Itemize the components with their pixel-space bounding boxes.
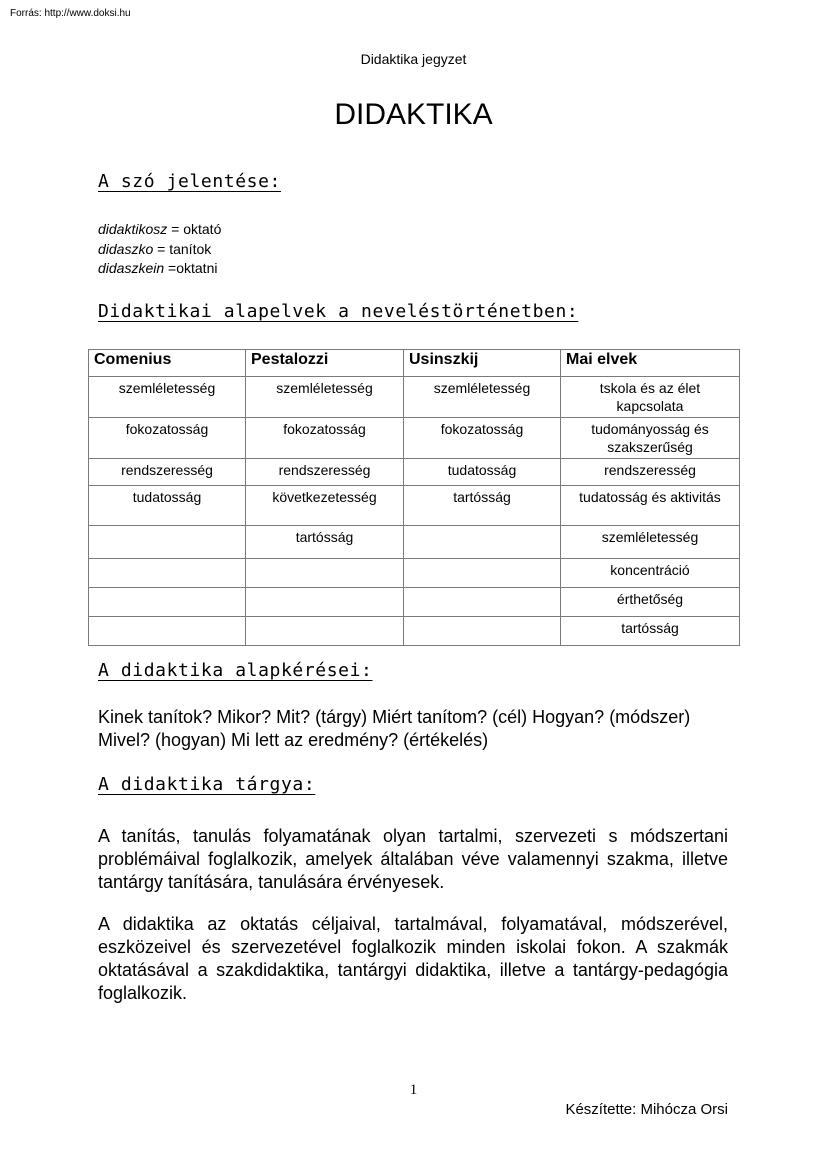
- table-cell: rendszeresség: [246, 459, 404, 486]
- table-cell: tartósság: [561, 617, 740, 646]
- table-cell: [246, 617, 404, 646]
- term-word: didaszko: [98, 240, 154, 257]
- column-header-usinszkij: Usinszkij: [404, 350, 561, 377]
- term-item: [98, 259, 221, 279]
- table-cell: [89, 617, 246, 646]
- basic-questions-text: Kinek tanítok? Mikor? Mit? (tárgy) Miért tanítom? (cél) Hogyan? (módszer) Mivel? (hogyan) Mi lett az eredmény? (értékelés): [98, 707, 691, 750]
- table-cell: fokozatosság: [246, 418, 404, 459]
- term-item: [98, 220, 221, 240]
- table-cell: fokozatosság: [404, 418, 561, 459]
- table-row: [89, 526, 740, 559]
- document-title: DIDAKTIKA: [334, 98, 493, 131]
- table-cell: következetesség: [246, 486, 404, 526]
- term-word: didaktikosz: [98, 221, 168, 237]
- column-header-comenius: Comenius: [89, 350, 246, 377]
- table-row: [89, 559, 740, 588]
- table-cell: koncentráció: [561, 559, 740, 588]
- table-cell: szemléletesség: [89, 377, 246, 418]
- running-header: Didaktika jegyzet: [360, 51, 467, 67]
- table-row: [89, 486, 740, 526]
- table-cell: tudományosság és szakszerűség: [561, 418, 740, 459]
- term-meaning: = tanítok: [153, 240, 212, 257]
- term-item: [98, 240, 221, 260]
- column-header-pestalozzi: Pestalozzi: [246, 350, 404, 377]
- table-cell: érthetőség: [561, 588, 740, 617]
- table-cell: fokozatosság: [89, 418, 246, 459]
- table-cell: [246, 588, 404, 617]
- table-header-row: [89, 350, 740, 377]
- term-meaning: =oktatni: [164, 260, 218, 276]
- table-cell: szemléletesség: [561, 526, 740, 559]
- table-cell: [246, 559, 404, 588]
- section-heading-subject: A didaktika tárgya:: [98, 774, 316, 795]
- table-cell: tudatosság: [89, 486, 246, 526]
- table-cell: szemléletesség: [404, 377, 561, 418]
- table-cell: [404, 617, 561, 646]
- table-row: [89, 459, 740, 486]
- table-row: [89, 418, 740, 459]
- principles-table: [88, 349, 740, 646]
- source-note: Forrás: http://www.doksi.hu: [10, 8, 131, 19]
- term-list: [98, 220, 221, 279]
- term-meaning: = oktató: [167, 221, 222, 237]
- section-heading-basic-questions: A didaktika alapkérései:: [98, 660, 373, 681]
- page-number: 1: [409, 1082, 418, 1098]
- table-cell: tartósság: [404, 486, 561, 526]
- table-cell: tskola és az élet kapcsolata: [561, 377, 740, 418]
- table-cell: tudatosság: [404, 459, 561, 486]
- table-cell: [89, 526, 246, 559]
- table-cell: [89, 559, 246, 588]
- section-heading-word-meaning: A szó jelentése:: [98, 171, 281, 192]
- table-row: [89, 617, 740, 646]
- author-credit: Készítette: Mihócza Orsi: [565, 1101, 728, 1118]
- table-cell: [404, 526, 561, 559]
- table-row: [89, 377, 740, 418]
- subject-paragraph-2: A didaktika az oktatás céljaival, tartalmával, folyamatával, módszerével, eszközeivel és szervezetével foglalkozik minden iskolai fokon. A szakmák oktatásával a szakdidaktika, tantárgyi didaktika, illetve a tantárgy-pedagógia foglalkozik.: [98, 914, 728, 1003]
- section-heading-principles: Didaktikai alapelvek a neveléstörténetben:: [98, 301, 579, 322]
- table-cell: [404, 588, 561, 617]
- term-word: didaszkein: [98, 260, 165, 276]
- table-cell: [404, 559, 561, 588]
- table-cell: rendszeresség: [89, 459, 246, 486]
- table-cell: szemléletesség: [246, 377, 404, 418]
- table-row: [89, 588, 740, 617]
- table-cell: rendszeresség: [561, 459, 740, 486]
- column-header-mai-elvek: Mai elvek: [561, 350, 740, 377]
- table-cell: [89, 588, 246, 617]
- subject-paragraph-1: A tanítás, tanulás folyamatának olyan tartalmi, szervezeti s módszertani problémáival foglalkozik, amelyek általában véve valamennyi szakma, illetve tantárgy tanítására, tanulására érvényesek.: [98, 826, 728, 892]
- table-cell: tudatosság és aktivitás: [561, 486, 740, 526]
- table-cell: tartósság: [246, 526, 404, 559]
